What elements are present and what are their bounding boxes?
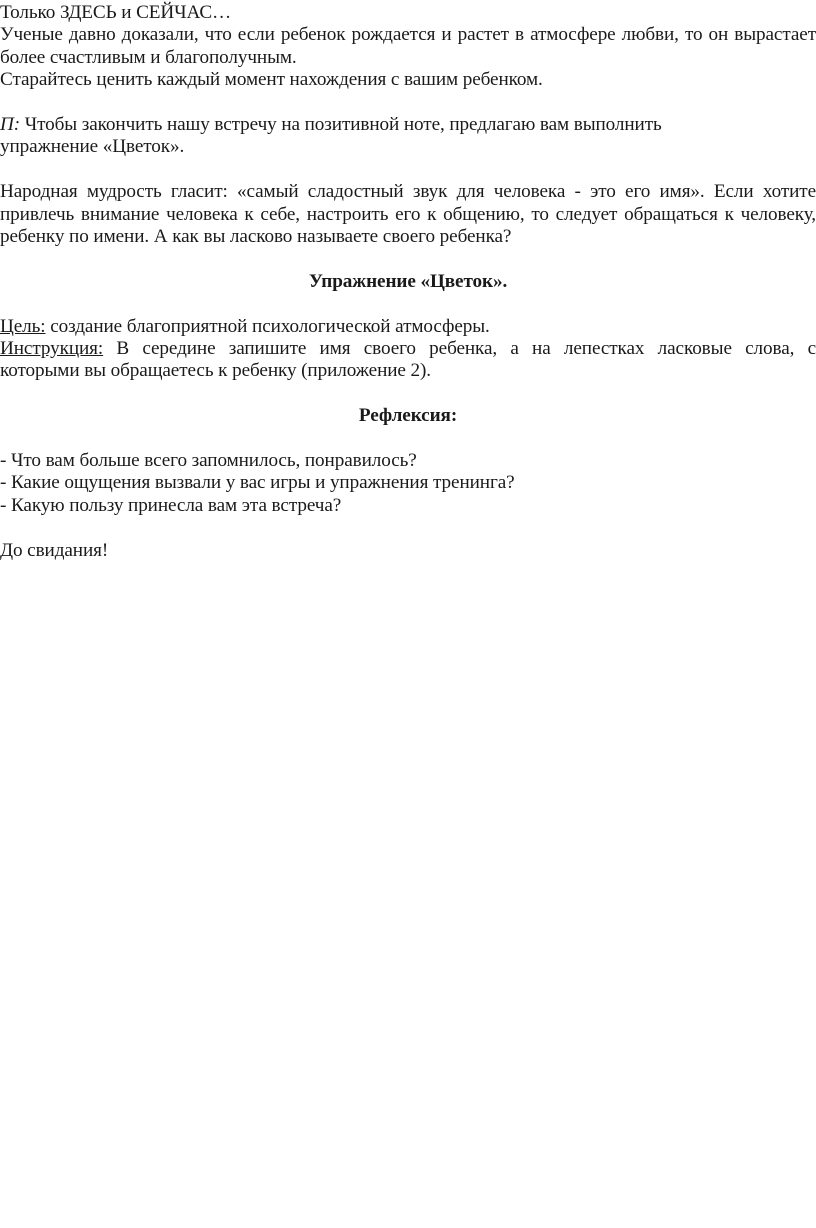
exercise-instruction-line-2: которыми вы обращаетесь к ребенку (приложение 2).: [0, 360, 431, 382]
intro-line-2: более счастливым и благополучным.: [0, 46, 297, 68]
wisdom-line-2: привлечь внимание человека к себе, настроить его к общению, то следует обращаться к человеку,: [0, 203, 816, 225]
reflection-question: - Какие ощущения вызвали у вас игры и упражнения тренинга?: [0, 472, 515, 494]
spacer: [0, 517, 816, 539]
intro-line-3: Старайтесь ценить каждый момент нахождения с вашим ребенком.: [0, 69, 543, 91]
reflection-heading: Рефлексия:: [358, 405, 458, 427]
exercise-instruction-line-1: [0, 338, 816, 360]
intro-line-1: Ученые давно доказали, что если ребенок рождается и растет в атмосфере любви, то он вырастает: [0, 24, 816, 46]
spacer: [0, 383, 816, 405]
spacer: [0, 159, 816, 181]
spacer: [0, 92, 816, 114]
instruction-label: Инструкция:: [0, 338, 104, 360]
spacer: [0, 428, 816, 450]
p-block-line-2: упражнение «Цветок».: [0, 136, 185, 158]
wisdom-line-1: Народная мудрость гласит: «самый сладостный звук для человека - это его имя». Если хотите: [0, 181, 816, 203]
farewell: До свидания!: [0, 539, 109, 561]
exercise-heading: Упражнение «Цветок».: [308, 270, 508, 292]
exercise-goal: [0, 316, 816, 338]
wisdom-line-3: ребенку по имени. А как вы ласково называете своего ребенка?: [0, 226, 512, 248]
intro-title-line: Только ЗДЕСЬ и СЕЙЧАС…: [0, 2, 232, 23]
p-label: П:: [0, 114, 21, 136]
goal-text: создание благоприятной психологической атмосферы.: [45, 315, 490, 337]
spacer: [0, 293, 816, 315]
reflection-question: - Что вам больше всего запомнилось, понравилось?: [0, 450, 417, 472]
instruction-text: В середине запишите имя своего ребенка, а на лепестках ласковые слова, с: [103, 338, 816, 360]
reflection-question: - Какую пользу принесла вам эта встреча?: [0, 494, 342, 516]
p-block-line-1: [0, 114, 816, 136]
goal-label: Цель:: [0, 315, 46, 337]
spacer: [0, 248, 816, 270]
p-block-line-1-text: Чтобы закончить нашу встречу на позитивной ноте, предлагаю вам выполнить: [20, 114, 662, 136]
